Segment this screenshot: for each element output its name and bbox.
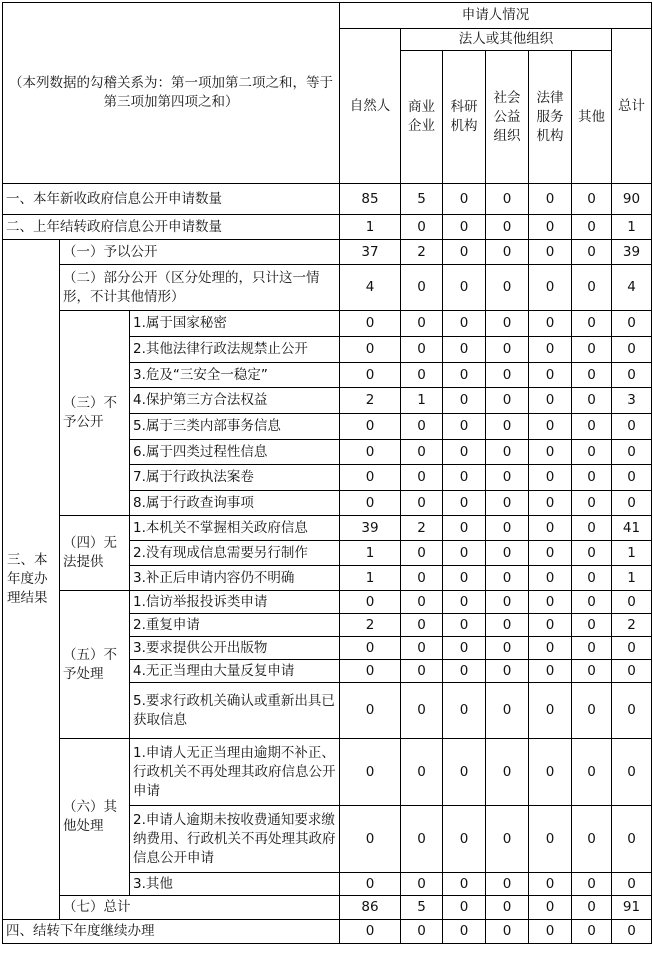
value-legal: 0 bbox=[529, 806, 572, 873]
table-row bbox=[3, 215, 652, 240]
value-other: 0 bbox=[572, 806, 612, 873]
value-legal: 0 bbox=[529, 660, 572, 683]
value-legal: 0 bbox=[529, 491, 572, 516]
table-row bbox=[3, 311, 652, 337]
value-other: 0 bbox=[572, 920, 612, 944]
value-natural: 0 bbox=[340, 637, 401, 660]
item-label: 8.属于行政查询事项 bbox=[130, 491, 340, 516]
value-research: 0 bbox=[443, 896, 486, 920]
item-label: 3.其他 bbox=[130, 873, 340, 896]
value-legal: 0 bbox=[529, 591, 572, 614]
value-business: 5 bbox=[401, 896, 443, 920]
value-total: 0 bbox=[612, 311, 652, 337]
value-total: 0 bbox=[612, 806, 652, 873]
value-legal: 0 bbox=[529, 637, 572, 660]
value-research: 0 bbox=[443, 265, 486, 311]
value-social: 0 bbox=[486, 896, 529, 920]
item-label: 4.无正当理由大量反复申请 bbox=[130, 660, 340, 683]
value-research: 0 bbox=[443, 240, 486, 265]
value-total: 1 bbox=[612, 541, 652, 566]
row-label: 四、结转下年度继续办理 bbox=[3, 920, 340, 944]
value-legal: 0 bbox=[529, 388, 572, 414]
value-natural: 0 bbox=[340, 337, 401, 363]
item-label: 2.重复申请 bbox=[130, 614, 340, 637]
value-social: 0 bbox=[486, 337, 529, 363]
value-natural: 0 bbox=[340, 806, 401, 873]
value-natural: 0 bbox=[340, 683, 401, 739]
value-research: 0 bbox=[443, 637, 486, 660]
value-research: 0 bbox=[443, 873, 486, 896]
value-business: 0 bbox=[401, 806, 443, 873]
group-label: （三）不予公开 bbox=[60, 311, 130, 516]
value-natural: 0 bbox=[340, 414, 401, 440]
value-business: 0 bbox=[401, 311, 443, 337]
item-label: 3.危及“三安全一稳定” bbox=[130, 363, 340, 388]
item-label: 2.其他法律行政法规禁止公开 bbox=[130, 337, 340, 363]
value-legal: 0 bbox=[529, 541, 572, 566]
value-legal: 0 bbox=[529, 414, 572, 440]
value-research: 0 bbox=[443, 465, 486, 491]
value-total: 0 bbox=[612, 660, 652, 683]
value-legal: 0 bbox=[529, 184, 572, 215]
value-natural: 0 bbox=[340, 363, 401, 388]
table-row bbox=[3, 591, 652, 614]
value-total: 90 bbox=[612, 184, 652, 215]
business-header: 商业企业 bbox=[401, 51, 443, 184]
value-other: 0 bbox=[572, 337, 612, 363]
value-business: 5 bbox=[401, 184, 443, 215]
value-total: 0 bbox=[612, 337, 652, 363]
value-business: 0 bbox=[401, 637, 443, 660]
value-business: 2 bbox=[401, 516, 443, 541]
value-research: 0 bbox=[443, 806, 486, 873]
disclosure-stats-table bbox=[2, 2, 652, 944]
table-row bbox=[3, 240, 652, 265]
group-label: （二）部分公开（区分处理的，只计这一情形，不计其他情形） bbox=[60, 265, 340, 311]
value-research: 0 bbox=[443, 440, 486, 465]
value-research: 0 bbox=[443, 516, 486, 541]
value-natural: 0 bbox=[340, 660, 401, 683]
legal-service-header: 法律服务机构 bbox=[529, 51, 572, 184]
value-business: 1 bbox=[401, 388, 443, 414]
value-total: 0 bbox=[612, 683, 652, 739]
item-label: 2.没有现成信息需要另行制作 bbox=[130, 541, 340, 566]
value-social: 0 bbox=[486, 215, 529, 240]
value-research: 0 bbox=[443, 683, 486, 739]
value-research: 0 bbox=[443, 337, 486, 363]
social-welfare-header: 社会公益组织 bbox=[486, 51, 529, 184]
value-social: 0 bbox=[486, 660, 529, 683]
value-social: 0 bbox=[486, 491, 529, 516]
value-research: 0 bbox=[443, 491, 486, 516]
value-social: 0 bbox=[486, 591, 529, 614]
item-label: 5.属于三类内部事务信息 bbox=[130, 414, 340, 440]
value-business: 0 bbox=[401, 660, 443, 683]
value-total: 91 bbox=[612, 896, 652, 920]
value-other: 0 bbox=[572, 516, 612, 541]
value-total: 0 bbox=[612, 637, 652, 660]
table-row bbox=[3, 516, 652, 541]
value-research: 0 bbox=[443, 660, 486, 683]
applicant-situation-header: 申请人情况 bbox=[340, 3, 652, 29]
item-label: 4.保护第三方合法权益 bbox=[130, 388, 340, 414]
value-social: 0 bbox=[486, 311, 529, 337]
value-other: 0 bbox=[572, 388, 612, 414]
value-social: 0 bbox=[486, 873, 529, 896]
value-business: 0 bbox=[401, 215, 443, 240]
item-label: 2.申请人逾期未按收费通知要求缴纳费用、行政机关不再处理其政府信息公开申请 bbox=[130, 806, 340, 873]
value-research: 0 bbox=[443, 614, 486, 637]
value-social: 0 bbox=[486, 739, 529, 806]
item-label: 1.属于国家秘密 bbox=[130, 311, 340, 337]
value-legal: 0 bbox=[529, 440, 572, 465]
value-research: 0 bbox=[443, 414, 486, 440]
value-natural: 4 bbox=[340, 265, 401, 311]
table-row bbox=[3, 265, 652, 311]
value-legal: 0 bbox=[529, 920, 572, 944]
value-social: 0 bbox=[486, 614, 529, 637]
value-research: 0 bbox=[443, 388, 486, 414]
value-business: 0 bbox=[401, 491, 443, 516]
value-total: 0 bbox=[612, 873, 652, 896]
value-social: 0 bbox=[486, 465, 529, 491]
total-header: 总计 bbox=[612, 29, 652, 184]
group-label: （一）予以公开 bbox=[60, 240, 340, 265]
value-other: 0 bbox=[572, 491, 612, 516]
row-label: 一、本年新收政府信息公开申请数量 bbox=[3, 184, 340, 215]
value-total: 39 bbox=[612, 240, 652, 265]
value-other: 0 bbox=[572, 363, 612, 388]
value-social: 0 bbox=[486, 388, 529, 414]
relation-note: （本列数据的勾稽关系为：第一项加第二项之和，等于第三项加第四项之和） bbox=[3, 3, 340, 184]
value-research: 0 bbox=[443, 739, 486, 806]
legal-person-header: 法人或其他组织 bbox=[401, 29, 612, 51]
value-legal: 0 bbox=[529, 896, 572, 920]
value-natural: 37 bbox=[340, 240, 401, 265]
value-research: 0 bbox=[443, 566, 486, 591]
value-other: 0 bbox=[572, 637, 612, 660]
value-business: 0 bbox=[401, 614, 443, 637]
value-total: 4 bbox=[612, 265, 652, 311]
value-natural: 39 bbox=[340, 516, 401, 541]
research-header: 科研机构 bbox=[443, 51, 486, 184]
other-header: 其他 bbox=[572, 51, 612, 184]
value-other: 0 bbox=[572, 311, 612, 337]
value-other: 0 bbox=[572, 739, 612, 806]
value-legal: 0 bbox=[529, 363, 572, 388]
value-natural: 0 bbox=[340, 440, 401, 465]
value-total: 0 bbox=[612, 739, 652, 806]
natural-person-header: 自然人 bbox=[340, 29, 401, 184]
value-natural: 2 bbox=[340, 614, 401, 637]
group-label: （四）无法提供 bbox=[60, 516, 130, 591]
value-other: 0 bbox=[572, 440, 612, 465]
value-other: 0 bbox=[572, 265, 612, 311]
value-other: 0 bbox=[572, 896, 612, 920]
value-business: 0 bbox=[401, 465, 443, 491]
value-social: 0 bbox=[486, 414, 529, 440]
item-label: 1.本机关不掌握相关政府信息 bbox=[130, 516, 340, 541]
item-label: 3.补正后申请内容仍不明确 bbox=[130, 566, 340, 591]
value-business: 0 bbox=[401, 683, 443, 739]
value-social: 0 bbox=[486, 184, 529, 215]
value-legal: 0 bbox=[529, 337, 572, 363]
row-label: 二、上年结转政府信息公开申请数量 bbox=[3, 215, 340, 240]
value-business: 0 bbox=[401, 739, 443, 806]
value-social: 0 bbox=[486, 363, 529, 388]
value-natural: 1 bbox=[340, 566, 401, 591]
value-legal: 0 bbox=[529, 683, 572, 739]
item-label: 6.属于四类过程性信息 bbox=[130, 440, 340, 465]
value-social: 0 bbox=[486, 265, 529, 311]
value-total: 0 bbox=[612, 920, 652, 944]
value-legal: 0 bbox=[529, 240, 572, 265]
value-total: 1 bbox=[612, 215, 652, 240]
value-other: 0 bbox=[572, 873, 612, 896]
value-social: 0 bbox=[486, 541, 529, 566]
value-natural: 0 bbox=[340, 739, 401, 806]
value-other: 0 bbox=[572, 240, 612, 265]
item-label: 1.申请人无正当理由逾期不补正、行政机关不再处理其政府信息公开申请 bbox=[130, 739, 340, 806]
value-business: 2 bbox=[401, 240, 443, 265]
value-natural: 0 bbox=[340, 920, 401, 944]
value-natural: 85 bbox=[340, 184, 401, 215]
value-social: 0 bbox=[486, 440, 529, 465]
group-label: （六）其他处理 bbox=[60, 739, 130, 896]
value-total: 1 bbox=[612, 566, 652, 591]
value-total: 41 bbox=[612, 516, 652, 541]
value-natural: 2 bbox=[340, 388, 401, 414]
value-natural: 0 bbox=[340, 491, 401, 516]
value-natural: 1 bbox=[340, 541, 401, 566]
value-business: 0 bbox=[401, 920, 443, 944]
value-natural: 86 bbox=[340, 896, 401, 920]
item-label: 5.要求行政机关确认或重新出具已获取信息 bbox=[130, 683, 340, 739]
value-total: 0 bbox=[612, 414, 652, 440]
value-research: 0 bbox=[443, 184, 486, 215]
value-legal: 0 bbox=[529, 215, 572, 240]
value-business: 0 bbox=[401, 566, 443, 591]
value-total: 0 bbox=[612, 363, 652, 388]
value-total: 0 bbox=[612, 465, 652, 491]
table-row bbox=[3, 739, 652, 806]
value-total: 2 bbox=[612, 614, 652, 637]
value-social: 0 bbox=[486, 683, 529, 739]
table-row bbox=[3, 896, 652, 920]
value-business: 0 bbox=[401, 591, 443, 614]
item-label: 7.属于行政执法案卷 bbox=[130, 465, 340, 491]
value-research: 0 bbox=[443, 311, 486, 337]
value-research: 0 bbox=[443, 215, 486, 240]
item-label: 3.要求提供公开出版物 bbox=[130, 637, 340, 660]
value-natural: 0 bbox=[340, 311, 401, 337]
value-legal: 0 bbox=[529, 566, 572, 591]
value-legal: 0 bbox=[529, 739, 572, 806]
section3-label: 三、本年度办理结果 bbox=[3, 240, 60, 920]
value-other: 0 bbox=[572, 184, 612, 215]
value-business: 0 bbox=[401, 873, 443, 896]
value-business: 0 bbox=[401, 541, 443, 566]
value-total: 3 bbox=[612, 388, 652, 414]
value-business: 0 bbox=[401, 363, 443, 388]
value-business: 0 bbox=[401, 265, 443, 311]
value-business: 0 bbox=[401, 414, 443, 440]
value-social: 0 bbox=[486, 240, 529, 265]
value-research: 0 bbox=[443, 363, 486, 388]
group-label: （七）总计 bbox=[60, 896, 340, 920]
table-row bbox=[3, 184, 652, 215]
value-natural: 0 bbox=[340, 873, 401, 896]
value-social: 0 bbox=[486, 637, 529, 660]
value-natural: 0 bbox=[340, 465, 401, 491]
item-label: 1.信访举报投诉类申请 bbox=[130, 591, 340, 614]
value-natural: 0 bbox=[340, 591, 401, 614]
table-row bbox=[3, 920, 652, 944]
value-research: 0 bbox=[443, 541, 486, 566]
value-social: 0 bbox=[486, 566, 529, 591]
value-other: 0 bbox=[572, 614, 612, 637]
value-other: 0 bbox=[572, 465, 612, 491]
value-legal: 0 bbox=[529, 311, 572, 337]
value-other: 0 bbox=[572, 566, 612, 591]
value-social: 0 bbox=[486, 806, 529, 873]
value-research: 0 bbox=[443, 920, 486, 944]
value-total: 0 bbox=[612, 591, 652, 614]
value-other: 0 bbox=[572, 414, 612, 440]
value-legal: 0 bbox=[529, 873, 572, 896]
value-other: 0 bbox=[572, 215, 612, 240]
value-legal: 0 bbox=[529, 516, 572, 541]
value-social: 0 bbox=[486, 920, 529, 944]
value-legal: 0 bbox=[529, 614, 572, 637]
value-research: 0 bbox=[443, 591, 486, 614]
value-total: 0 bbox=[612, 440, 652, 465]
value-business: 0 bbox=[401, 337, 443, 363]
value-legal: 0 bbox=[529, 265, 572, 311]
value-other: 0 bbox=[572, 541, 612, 566]
value-business: 0 bbox=[401, 440, 443, 465]
value-social: 0 bbox=[486, 516, 529, 541]
value-total: 0 bbox=[612, 491, 652, 516]
value-legal: 0 bbox=[529, 465, 572, 491]
value-other: 0 bbox=[572, 683, 612, 739]
value-other: 0 bbox=[572, 591, 612, 614]
value-other: 0 bbox=[572, 660, 612, 683]
value-natural: 1 bbox=[340, 215, 401, 240]
group-label: （五）不予处理 bbox=[60, 591, 130, 739]
